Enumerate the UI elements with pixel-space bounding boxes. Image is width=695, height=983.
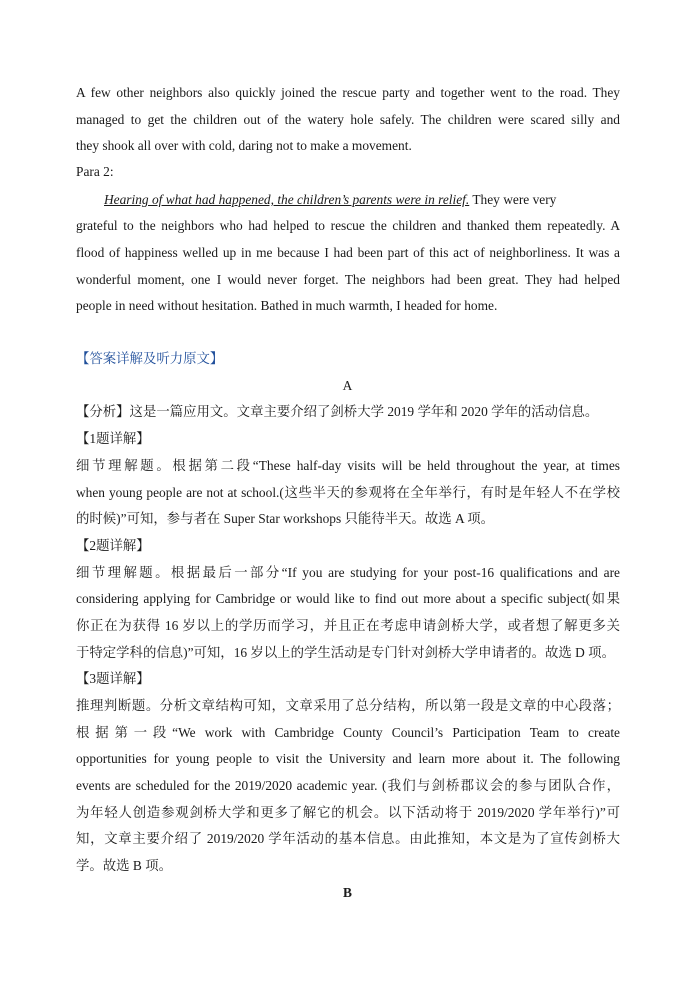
para2-line-5: people in need without hesitation. Bathed in much warmth, I headed for home. (76, 298, 498, 313)
q3-line-3: opportunities for young people to visit the University and learn more about it. The following (76, 751, 620, 766)
para2-line-3: flood of happiness welled up in me because I had been part of this act of neighborliness. It was a (76, 245, 620, 260)
para1-line-2: managed to get the children out of the watery hole safely. The children were scared silly and (76, 112, 620, 127)
para1-line-3: they shook all over with cold, daring not to make a movement. (76, 138, 412, 153)
q3-line-2: 根据第一段“We work with Cambridge County Council’s Participation Team to create (76, 725, 620, 740)
analysis-line: 【分析】这是一篇应用文。文章主要介绍了剑桥大学 2019 学年和 2020 学年的活动信息。 (76, 404, 599, 419)
q2-heading: 【2题详解】 (76, 538, 150, 553)
q1-line-2: when young people are not at school.(这些半天的参观将在全年举行，有时是年轻人不在学校 (76, 485, 620, 500)
section-a-title: A (342, 378, 353, 393)
para2-line-2: grateful to the neighbors who had helped to rescue the children and thanked them repeatedly. A (76, 218, 620, 233)
q2-line-4: 于特定学科的信息)”可知，16 岁以上的学生活动是专门针对剑桥大学申请者的。故选 D 项。 (76, 645, 615, 660)
q3-line-5: 为年轻人创造参观剑桥大学和更多了解它的机会。以下活动将于 2019/2020 学年举行)”可 (76, 805, 620, 820)
q3-line-1: 推理判断题。分析文章结构可知，文章采用了总分结构，所以第一段是文章的中心段落； (76, 698, 620, 713)
q3-line-6: 知，文章主要介绍了 2019/2020 学年活动的基本信息。由此推知，本文是为了宣传剑桥大 (76, 831, 620, 846)
q2-line-3: 你正在为获得 16 岁以上的学历而学习，并且正在考虑申请剑桥大学，或者想了解更多关 (76, 618, 620, 633)
q1-heading: 【1题详解】 (76, 431, 150, 446)
answer-heading: 【答案详解及听力原文】 (76, 351, 224, 366)
q1-line-1: 细节理解题。根据第二段“These half-day visits will be held throughout the year, at times (76, 458, 620, 473)
para2-line-4: wonderful moment, one I would never forget. The neighbors had been great. They had helped (76, 272, 620, 287)
q1-line-3: 的时候)”可知，参与者在 Super Star workshops 只能待半天。故选 A 项。 (76, 511, 495, 526)
q2-line-1: 细节理解题。根据最后一部分“If you are studying for your post-16 qualifications and are (76, 565, 620, 580)
para2-first-rest: They were very (469, 192, 557, 207)
section-b-title: B (343, 885, 352, 900)
para2-label: Para 2: (76, 164, 114, 179)
para1-line-1: A few other neighbors also quickly joined the rescue party and together went to the road. They (76, 85, 620, 100)
para2-line-1 (76, 191, 620, 209)
q3-line-7: 学。故选 B 项。 (76, 858, 172, 873)
q3-line-4: events are scheduled for the 2019/2020 academic year. (我们与剑桥郡议会的参与团队合作， (76, 778, 620, 793)
q2-line-2: considering applying for Cambridge or would like to find out more about a specific subject(如果 (76, 591, 620, 606)
para2-underlined-sentence: Hearing of what had happened, the children’s parents were in relief. (104, 192, 470, 207)
q3-heading: 【3题详解】 (76, 671, 150, 686)
